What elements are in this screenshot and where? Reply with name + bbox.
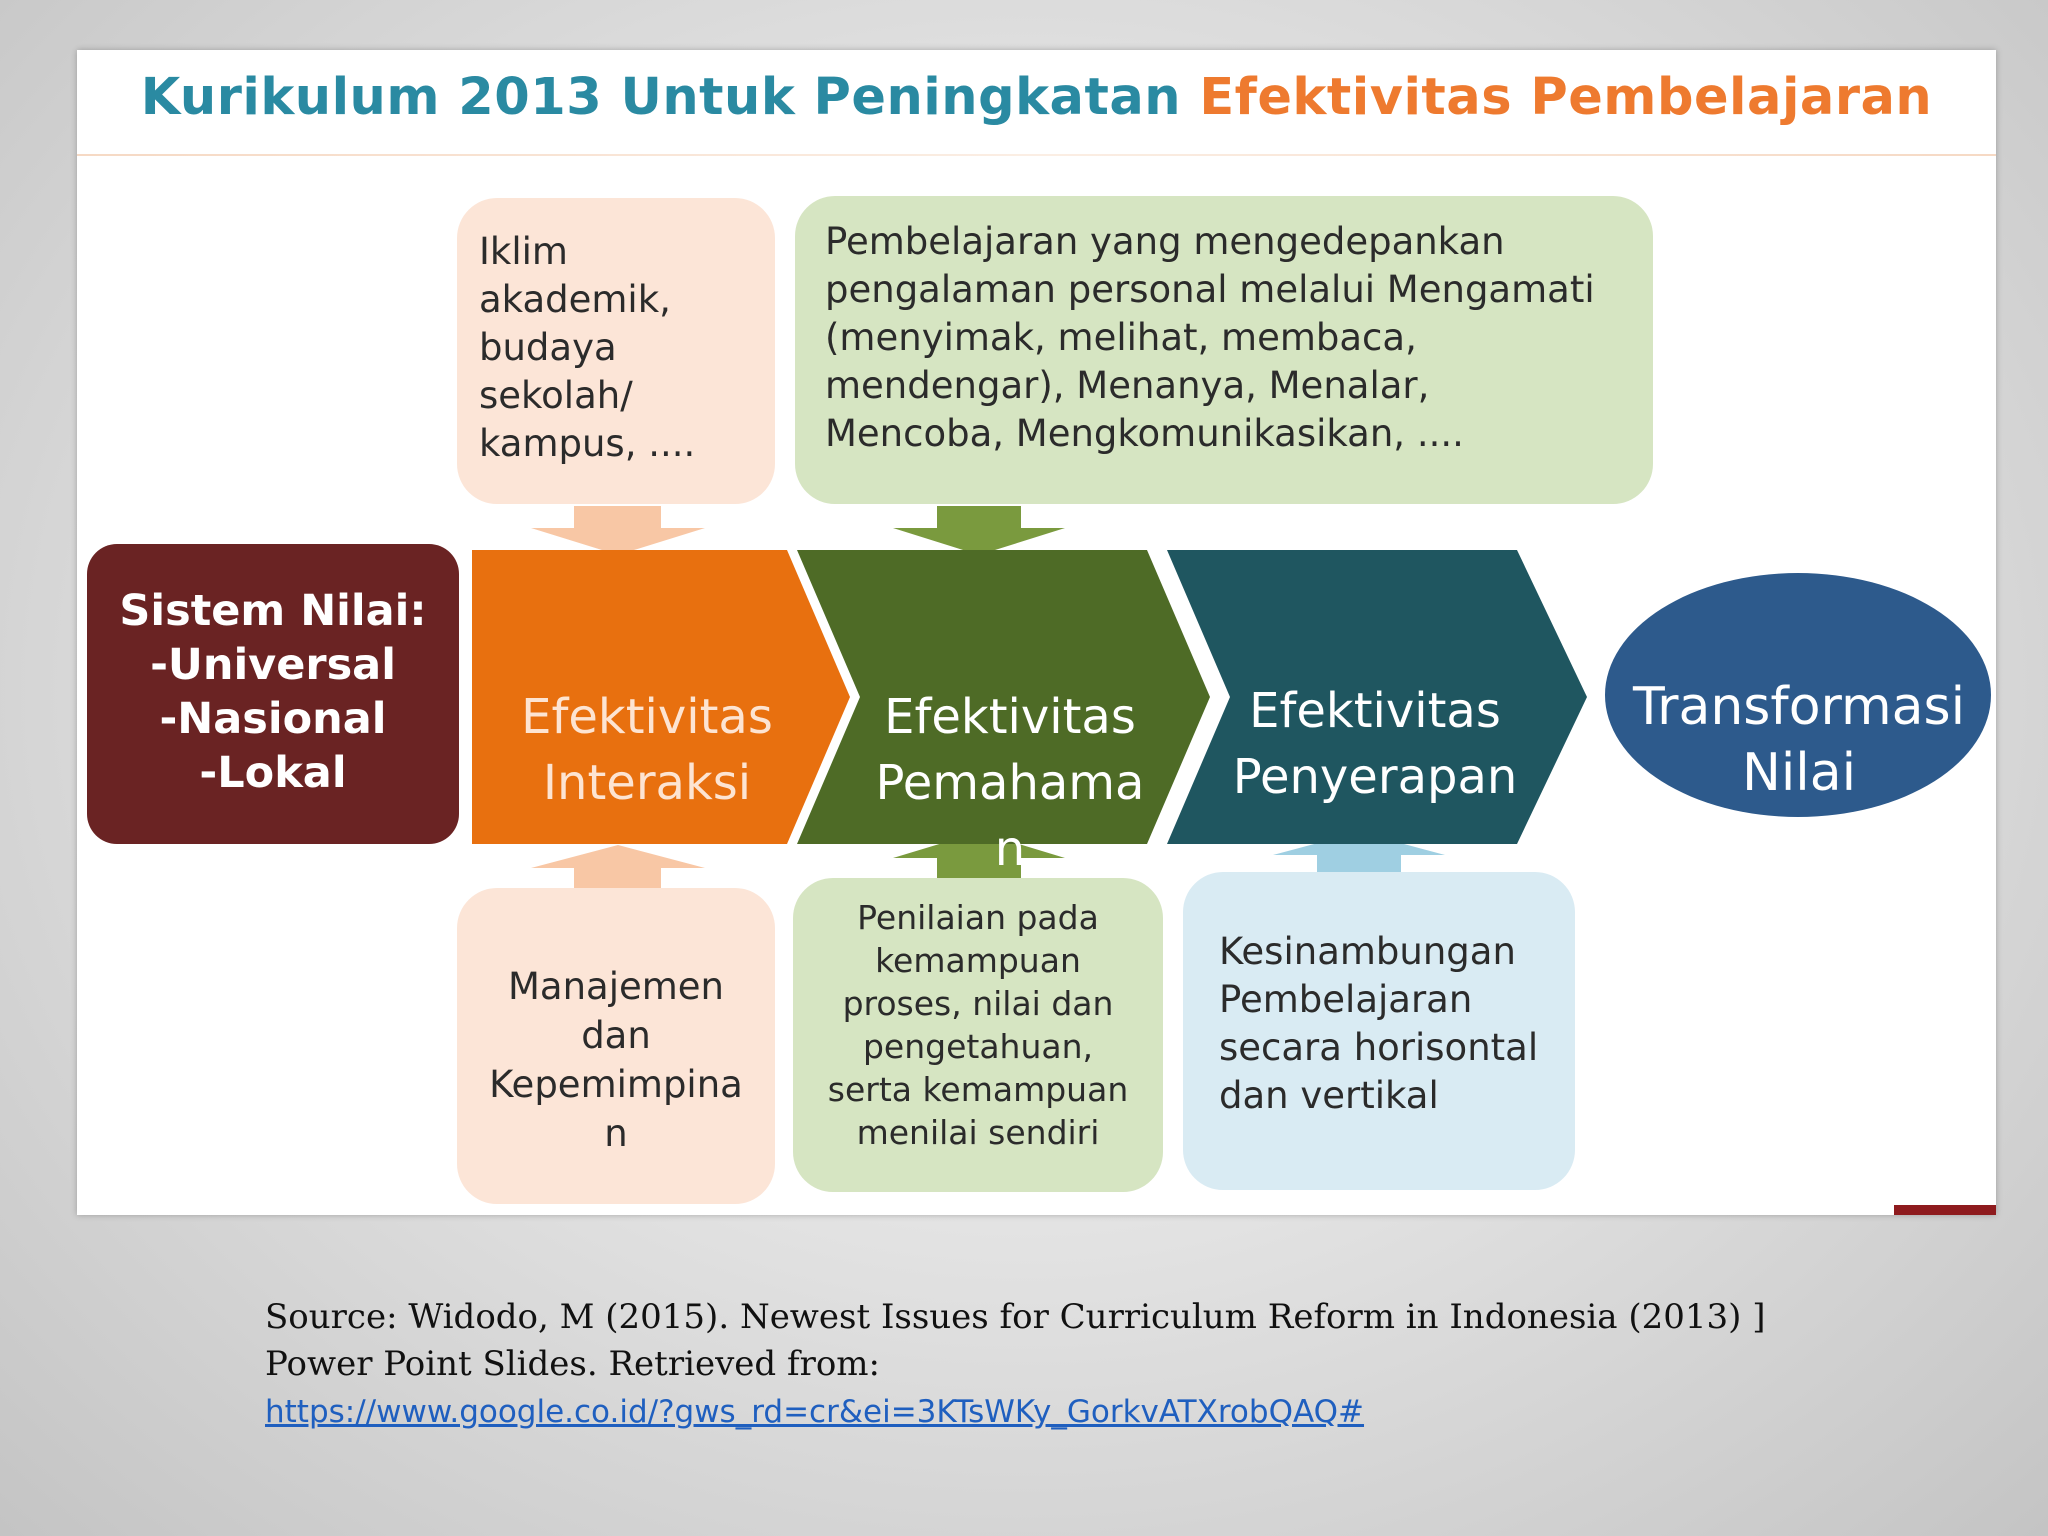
source-citation xyxy=(265,1294,1815,1436)
slide-corner-mark xyxy=(1894,1205,1996,1215)
pembelajaran-text: Pembelajaran yang mengedepankan pengalaman personal melalui Mengamati (menyimak, melihat, membaca, mendengar), Menanya, Menalar, Mencoba, Mengkomunikasikan, .... xyxy=(825,220,1595,455)
source-link[interactable]: https://www.google.co.id/?gws_rd=cr&ei=3KTsWKy_GorkvATXrobQAQ# xyxy=(265,1394,1365,1430)
box-sistem-nilai xyxy=(87,544,459,844)
arrow-pembelajaran-down xyxy=(893,506,1065,555)
kesinambungan-text: Kesinambungan Pembelajaran secara horisontal dan vertikal xyxy=(1219,930,1539,1117)
iklim-text: Iklim akademik, budaya sekolah/ kampus, .... xyxy=(479,230,696,465)
title-part-1: Kurikulum 2013 Untuk Peningkatan xyxy=(140,68,1182,127)
sistem-nilai-text: Sistem Nilai: -Universal -Nasional -Lokal xyxy=(119,586,427,798)
slide-panel xyxy=(77,50,1996,1215)
arrow-manajemen-up xyxy=(531,845,705,888)
manajemen-text: Manajemen dan Kepemimpina n xyxy=(489,965,743,1155)
box-pembelajaran-pengalaman xyxy=(795,196,1653,504)
box-iklim-akademik xyxy=(457,198,775,504)
box-penilaian xyxy=(793,878,1163,1192)
penilaian-text: Penilaian pada kemampuan proses, nilai dan pengetahuan, serta kemampuan menilai sendiri xyxy=(827,898,1129,1152)
efektivitas-pemahaman-label: Efektivitas Pemahama n xyxy=(875,689,1145,877)
transformasi-nilai-label: Transformasi Nilai xyxy=(1632,677,1966,803)
box-kesinambungan xyxy=(1183,872,1575,1190)
box-manajemen-kepemimpinan xyxy=(457,888,775,1204)
efektivitas-penyerapan-label: Efektivitas Penyerapan xyxy=(1232,683,1518,805)
title-part-2: Efektivitas Pembelajaran xyxy=(1199,68,1933,127)
arrow-iklim-down xyxy=(531,506,705,555)
efektivitas-interaksi-label: Efektivitas Interaksi xyxy=(521,689,773,811)
source-line-2: Power Point Slides. Retrieved from: xyxy=(265,1344,880,1384)
source-line-1: Source: Widodo, M (2015). Newest Issues for Curriculum Reform in Indonesia (2013) ] xyxy=(265,1297,1766,1337)
